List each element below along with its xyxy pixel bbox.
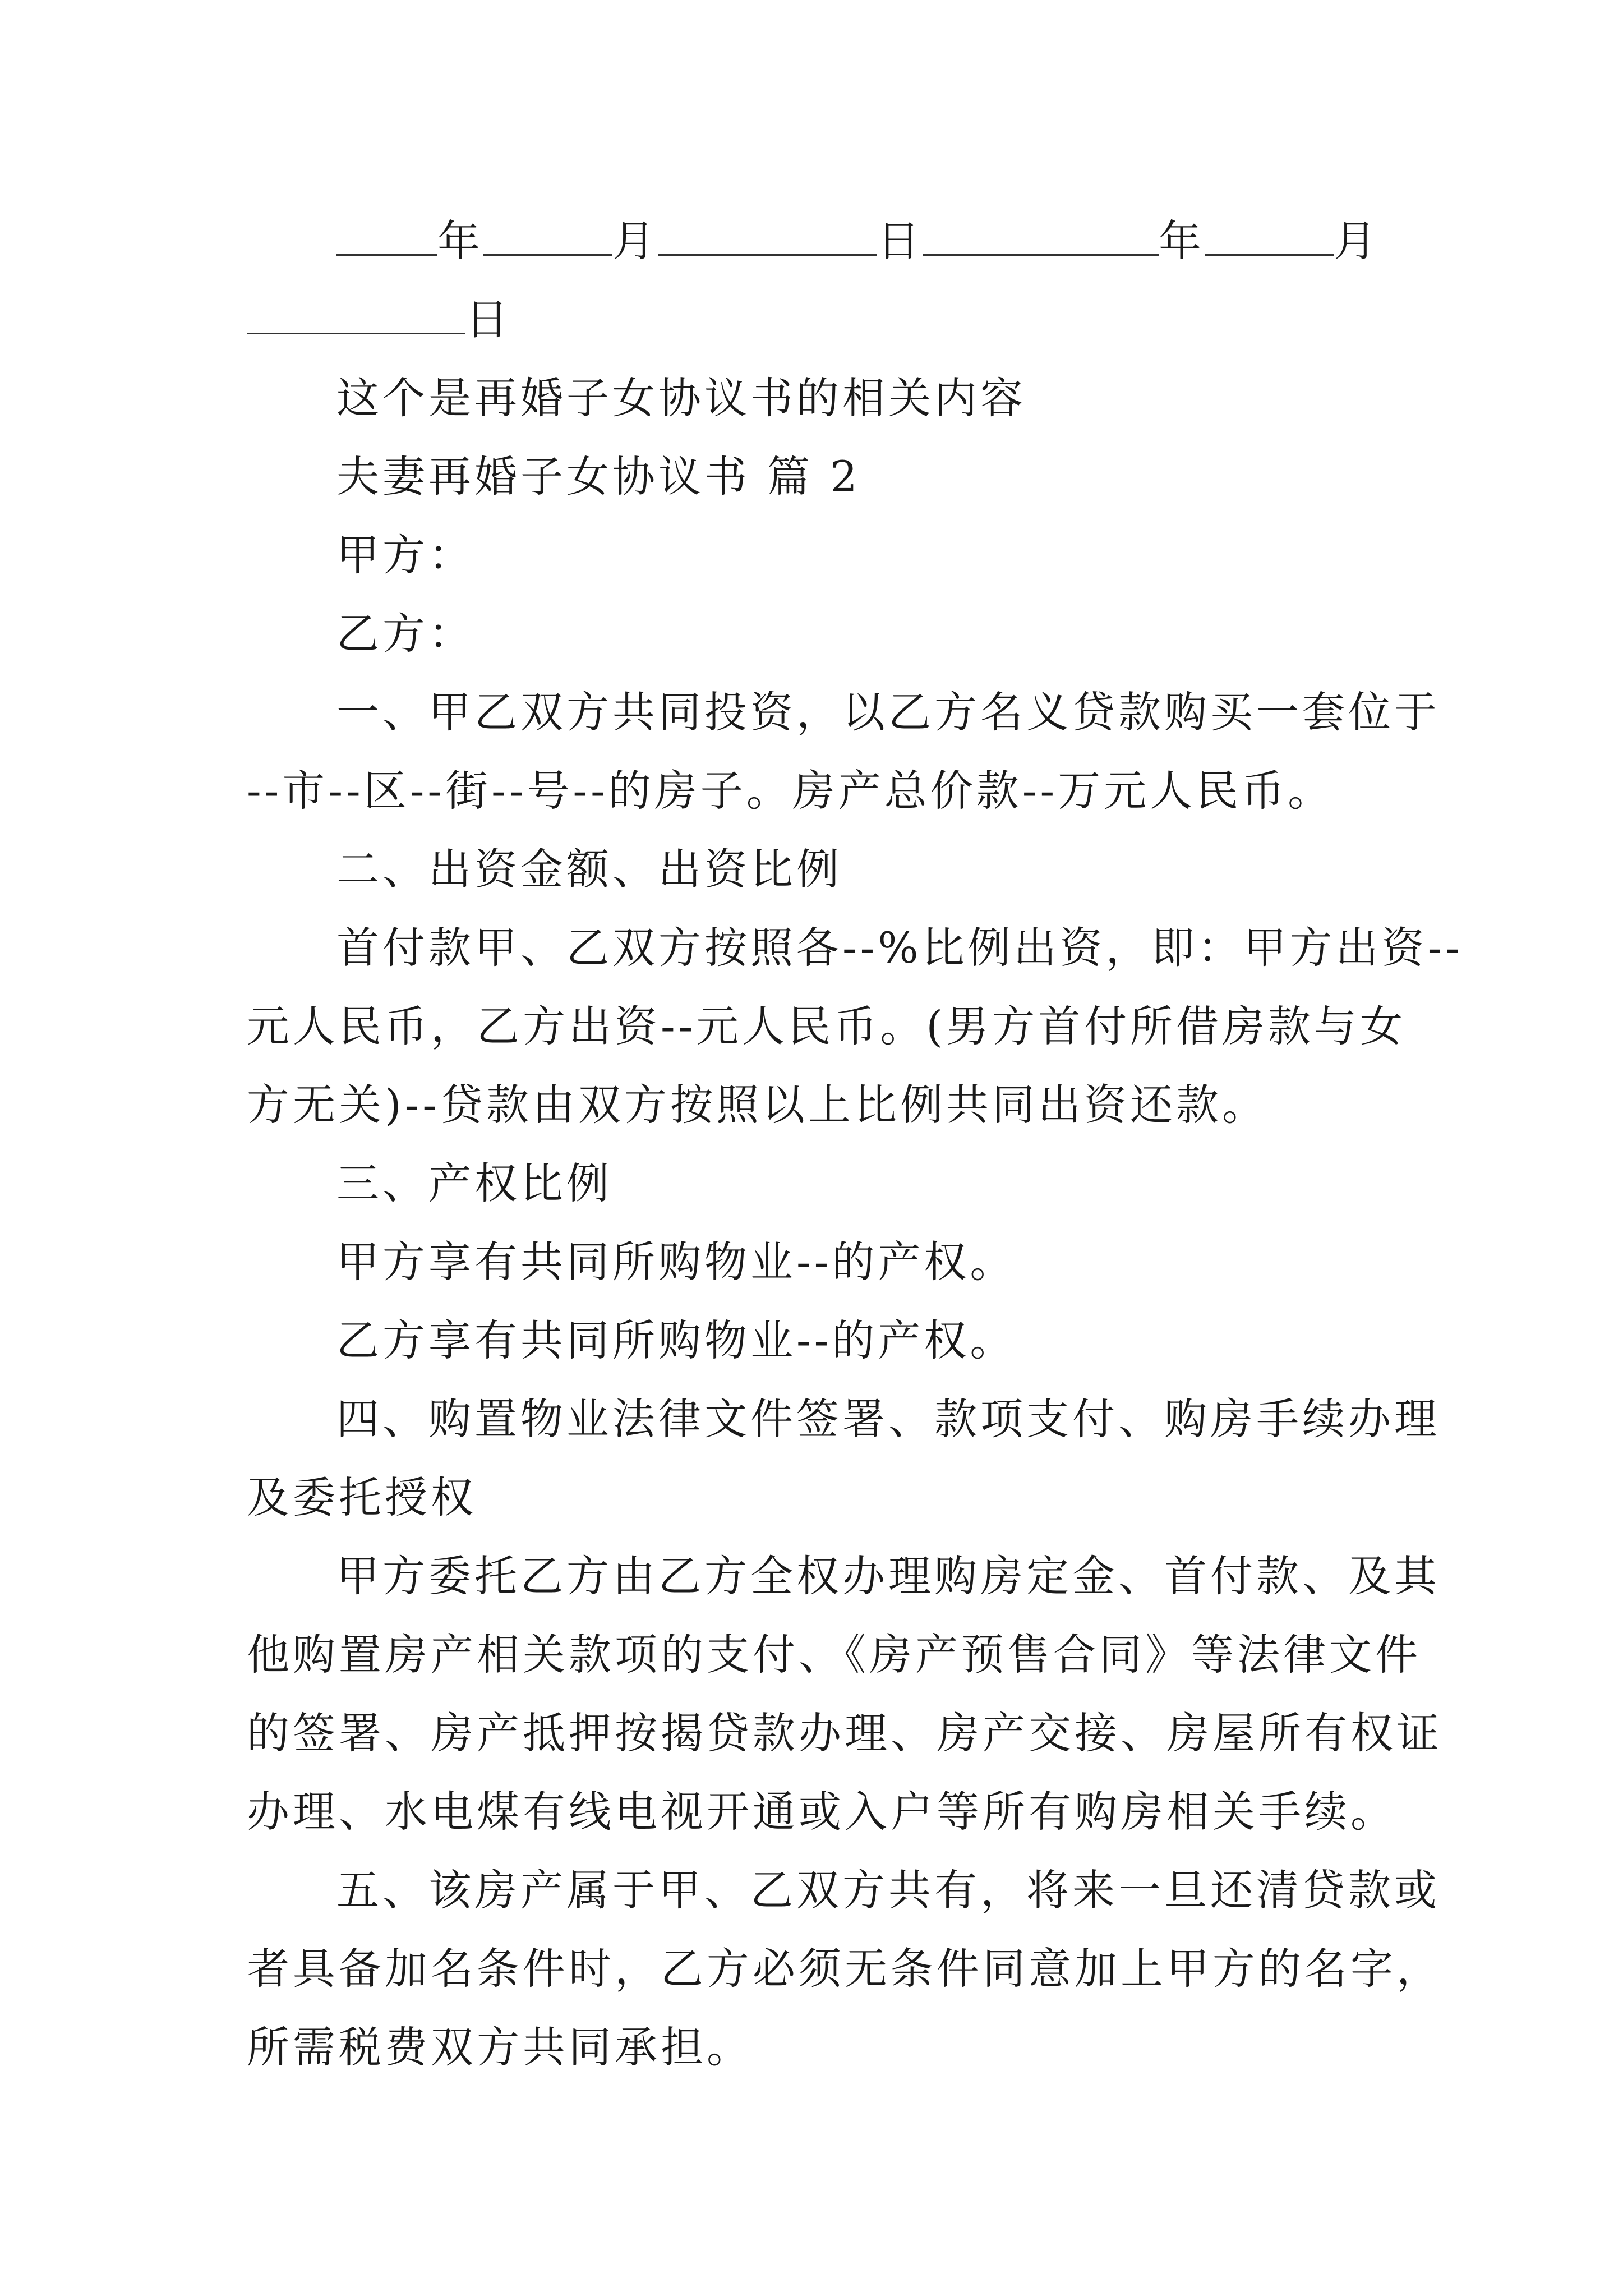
clause-5-line-2: 者具备加名条件时，乙方必须无条件同意加上甲方的名字，: [247, 1944, 1442, 1994]
party-a-label: 甲方：: [336, 530, 474, 580]
blank-year-2: [923, 219, 1159, 256]
blank-day-2: [247, 298, 465, 334]
clause-3-line-b: 乙方享有共同所购物业--的产权。: [336, 1315, 1016, 1365]
clause-1-line-1: 一、甲乙双方共同投资，以乙方名义贷款购买一套位于: [336, 687, 1440, 737]
clause-4-line-2: 他购置房产相关款项的支付、《房产预售合同》等法律文件: [247, 1630, 1421, 1680]
clause-5-line-1: 五、该房产属于甲、乙双方共有，将来一旦还清贷款或: [336, 1865, 1440, 1915]
clause-1-line-2: --市--区--街--号--的房子。房产总价款--万元人民币。: [247, 766, 1334, 816]
date-line: [336, 213, 1380, 269]
clause-4-line-1: 甲方委托乙方由乙方全权办理购房定金、首付款、及其: [336, 1551, 1440, 1601]
party-b-label: 乙方：: [336, 609, 474, 659]
clause-2-line-1: 首付款甲、乙双方按照各--%比例出资，即：甲方出资--: [336, 923, 1463, 973]
blank-day-1: [658, 219, 877, 256]
clause-4-heading-line-2: 及委托授权: [247, 1473, 477, 1522]
year-label-1: 年: [437, 216, 483, 266]
clause-3-heading: 三、产权比例: [336, 1158, 612, 1208]
blank-month-1: [483, 219, 612, 256]
clause-4-line-3: 的签署、房产抵押按揭贷款办理、房产交接、房屋所有权证: [247, 1708, 1442, 1758]
paragraph-intro: 这个是再婚子女协议书的相关内容: [336, 373, 1026, 423]
clause-2-line-2: 元人民币，乙方出资--元人民币。(男方首付所借房款与女: [247, 1001, 1407, 1051]
clause-4-line-4: 办理、水电煤有线电视开通或入户等所有购房相关手续。: [247, 1787, 1396, 1837]
year-label-2: 年: [1159, 216, 1205, 266]
day-label-1: 日: [877, 216, 923, 266]
month-label-2: 月: [1334, 216, 1380, 266]
clause-5-line-3: 所需税费双方共同承担。: [247, 2022, 753, 2072]
blank-month-2: [1205, 219, 1334, 256]
day-label-2: 日: [465, 295, 511, 344]
month-label-1: 月: [612, 216, 658, 266]
blank-year-1: [336, 219, 437, 256]
date-line-cont: [247, 292, 511, 348]
clause-2-heading: 二、出资金额、出资比例: [336, 844, 842, 894]
clause-4-heading-line-1: 四、购置物业法律文件签署、款项支付、购房手续办理: [336, 1394, 1440, 1444]
clause-3-line-a: 甲方享有共同所购物业--的产权。: [336, 1237, 1016, 1287]
clause-2-line-3: 方无关)--贷款由双方按照以上比例共同出资还款。: [247, 1080, 1269, 1130]
section-heading: 夫妻再婚子女协议书 篇 2: [336, 452, 861, 501]
